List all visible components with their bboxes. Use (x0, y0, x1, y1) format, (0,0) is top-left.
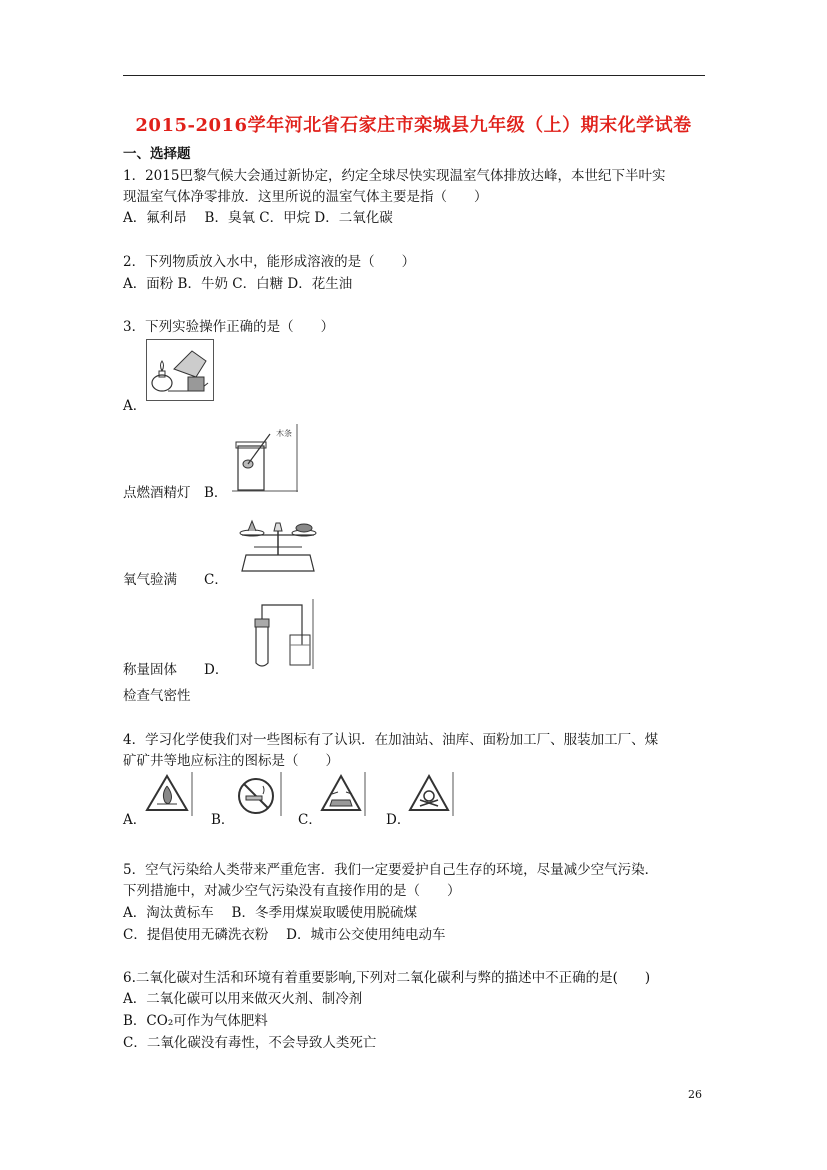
q4-option-b-label: B． (211, 812, 235, 828)
q3-option-a-label: A． (123, 398, 147, 414)
q4-corrosive-sign-icon (318, 772, 366, 816)
q3-caption-c-option-d: 称量固体 D． (123, 662, 229, 678)
q4-flammable-sign-icon (143, 772, 193, 816)
q6-stem: 6.二氧化碳对生活和环境有着重要影响,下列对二氧化碳利与弊的描述中不正确的是( ) (123, 970, 651, 986)
q3-figure-balance (232, 513, 324, 575)
q5-stem-line2: 下列措施中，对减少空气污染没有直接作用的是（ ） (123, 883, 461, 899)
q1-stem-line2: 现温室气体净零排放．这里所说的温室气体主要是指（ ） (123, 189, 488, 205)
q3-b-figure-label: 木条 (276, 429, 292, 438)
q4-option-a-label: A． (123, 812, 147, 828)
q4-option-c-label: C． (298, 812, 322, 828)
q2-options: A．面粉 B．牛奶 C．白糖 D．花生油 (123, 276, 353, 292)
q3-caption-b-option-c: 氧气验满 C． (123, 572, 228, 588)
page-number: 26 (688, 1088, 702, 1101)
q2-stem: 2．下列物质放入水中，能形成溶液的是（ ） (123, 254, 416, 270)
q5-stem-line1: 5．空气污染给人类带来严重危害．我们一定要爱护自己生存的环境，尽量减少空气污染． (123, 862, 659, 878)
q3-stem: 3．下列实验操作正确的是（ ） (123, 319, 335, 335)
q4-toxic-sign-icon (406, 772, 454, 816)
q6-option-c: C．二氧化碳没有毒性，不会导致人类死亡 (123, 1035, 377, 1051)
header-rule (123, 75, 705, 76)
q6-option-b: B．CO₂可作为气体肥料 (123, 1013, 268, 1029)
q5-options-line1: A．淘汰黄标车 B．冬季用煤炭取暖使用脱硫煤 (123, 905, 417, 921)
q3-caption-d: 检查气密性 (123, 688, 191, 704)
q3-figure-alcohol-lamp (146, 339, 214, 401)
q4-stem-line2: 矿矿井等地应标注的图标是（ ） (123, 753, 339, 769)
q3-figure-oxygen-test (232, 424, 298, 492)
q4-stem-line1: 4．学习化学使我们对一些图标有了认识．在加油站、油库、面粉加工厂、服装加工厂、煤 (123, 732, 659, 748)
q3-figure-airtightness (232, 599, 314, 669)
q1-stem-line1: 1．2015巴黎气候大会通过新协定，约定全球尽快实现温室气体排放达峰，本世纪下半叶实 (123, 168, 666, 184)
section-heading: 一、选择题 (123, 146, 191, 162)
q4-option-d-label: D． (386, 812, 411, 828)
q5-options-line2: C．提倡使用无磷洗衣粉 D．城市公交使用纯电动车 (123, 927, 446, 943)
q1-options: A．氟利昂 B．臭氧 C．甲烷 D．二氧化碳 (123, 210, 393, 226)
exam-title: 2015-2016学年河北省石家庄市栾城县九年级（上）期末化学试卷 (135, 115, 692, 136)
q3-caption-a-option-b: 点燃酒精灯 B． (123, 485, 228, 501)
q6-option-a: A．二氧化碳可以用来做灭火剂、制冷剂 (123, 991, 363, 1007)
q4-no-smoking-sign-icon (230, 772, 282, 816)
